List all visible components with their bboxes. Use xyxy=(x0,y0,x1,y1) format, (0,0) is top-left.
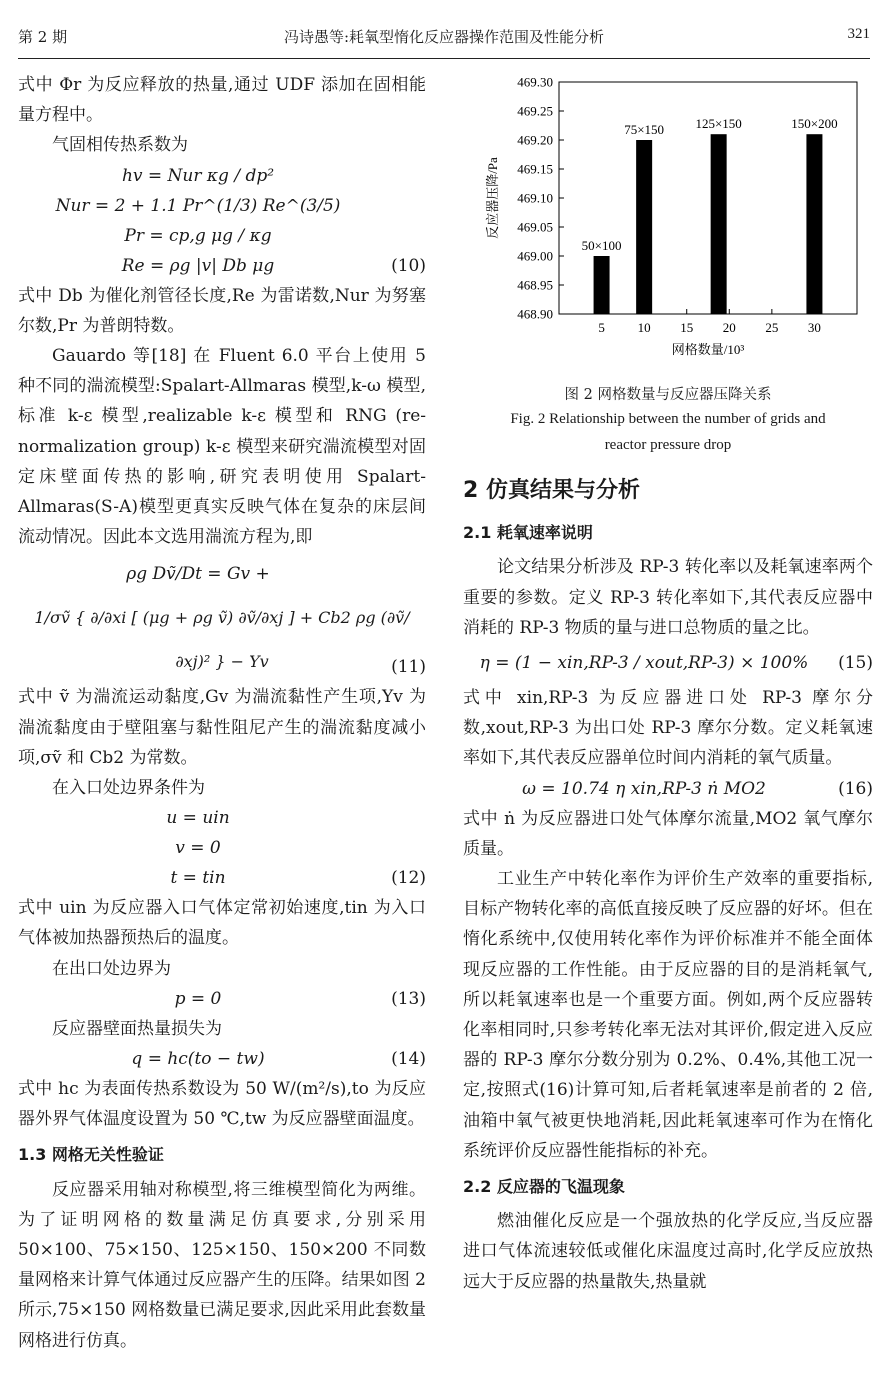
bar xyxy=(806,134,822,314)
subsection-heading: 2.2 反应器的飞温现象 xyxy=(463,1177,625,1197)
paragraph: 在出口处边界为 xyxy=(52,958,171,979)
page-number: 321 xyxy=(847,26,870,42)
section-heading: 2 仿真结果与分析 xyxy=(463,478,640,503)
equation-text: ω = 10.74 η xin,RP-3 ṅ MO2 xyxy=(522,778,766,799)
equation xyxy=(18,221,426,251)
bar xyxy=(636,140,652,314)
equation xyxy=(463,774,873,804)
paragraph: 论文结果分析涉及 RP-3 转化率以及耗氧速率两个重要的参数。定义 RP-3 转化率如下,其代表反应器中消耗的 RP-3 物质的量与进口总物质的量之比。 xyxy=(463,557,873,638)
equation xyxy=(18,863,426,893)
y-tick-label: 468.90 xyxy=(517,306,553,322)
paragraph: 反应器采用轴对称模型,将三维模型简化为两维。为了证明网格的数量满足仿真要求,分别采用 50×100、75×150、125×150、150×200 不同数量网格来计算气体通过反应器产生的压降。结果如图 2 所示,75×150 网格数量已满足要求,因此采用此套数量网格进行仿真。 xyxy=(18,1179,426,1351)
x-tick-label: 10 xyxy=(637,320,651,335)
x-tick-label: 5 xyxy=(598,320,605,335)
equation-text: 1/σṽ { ∂/∂xi [ (μg + ρg ṽ) ∂ṽ/∂xj ] + Cb2 ρg (∂ṽ/∂xj)² } − Yv xyxy=(34,608,410,672)
paragraph: 工业生产中转化率作为评价生产效率的重要指标,目标产物转化率的高低直接反映了反应器的好坏。但在惰化系统中,仅使用转化率作为评价标准并不能全面体现反应器的工作性能。由于反应器的目的是消耗氧气,所以耗氧速率也是一个重要方面。例如,两个反应器转化率相同时,只参考转化率无法对其评价,假定进入反应器的 RP-3 摩尔分数分别为 0.2%、0.4%,其他工况一定,按照式(16)计算可知,后者耗氧速率是前者的 2 倍,油箱中氧气被更快地消耗,因此耗氧速率可作为在惰化系统评价反应器性能指标的补充。 xyxy=(463,869,873,1161)
paragraph: 燃油催化反应是一个强放热的化学反应,当反应器进口气体流速较低或催化床温度过高时,化学反应放热远大于反应器的热量散失,热量就 xyxy=(463,1211,873,1292)
paragraph: 式中 ṽ 为湍流运动黏度,Gv 为湍流黏性产生项,Yv 为湍流黏度由于壁阻塞与黏性阻尼产生的湍流黏度减小项,σṽ 和 Cb2 为常数。 xyxy=(18,687,426,768)
equation-text: hv = Nur κg / dp² xyxy=(121,165,275,186)
equation-number: (10) xyxy=(391,255,426,276)
equation xyxy=(18,552,426,596)
equation-number: (13) xyxy=(391,988,426,1009)
equation xyxy=(18,652,426,682)
equation-number: (11) xyxy=(391,657,426,678)
equation-text: Re = ρg |v| Db μg xyxy=(121,255,275,276)
paragraph: 式中 xin,RP-3 为反应器进口处 RP-3 摩尔分数,xout,RP-3 为出口处 RP-3 摩尔分数。定义耗氧速率如下,其代表反应器单位时间内消耗的氧气质量。 xyxy=(463,688,873,769)
equation-number: (14) xyxy=(391,1049,426,1070)
x-tick-label: 15 xyxy=(680,320,694,335)
equation-text: t = tin xyxy=(170,868,226,889)
y-tick-label: 468.95 xyxy=(517,277,553,293)
paragraph: 在入口处边界条件为 xyxy=(52,778,205,799)
equation-number: (12) xyxy=(391,868,426,889)
y-axis-label: 反应器压降/Pa xyxy=(485,157,500,239)
equation xyxy=(18,251,426,281)
equation xyxy=(18,191,426,221)
bar xyxy=(594,256,610,314)
y-tick-label: 469.25 xyxy=(517,103,553,119)
x-axis-label: 网格数量/10³ xyxy=(671,342,745,357)
bar-label: 75×150 xyxy=(624,122,665,137)
x-tick-label: 20 xyxy=(722,320,736,335)
bar-label: 125×150 xyxy=(695,116,742,132)
y-tick-label: 469.15 xyxy=(517,161,553,177)
equation-text: η = (1 − xin,RP-3 / xout,RP-3) × 100% xyxy=(479,653,809,674)
subsection-heading: 2.1 耗氧速率说明 xyxy=(463,523,593,543)
equation-text: ρg Dṽ/Dt = Gv + xyxy=(126,564,270,585)
paragraph: 式中 Φr 为反应释放的热量,通过 UDF 添加在固相能量方程中。 xyxy=(18,75,426,126)
x-tick-label: 25 xyxy=(765,320,779,335)
equation xyxy=(18,161,426,191)
equation-text: Pr = cp,g μg / κg xyxy=(124,225,272,246)
section-heading: 1.3 网格无关性验证 xyxy=(18,1145,164,1165)
equation xyxy=(18,833,426,863)
paragraph: 式中 hc 为表面传热系数设为 50 W/(m²/s),to 为反应器外界气体温度设置为 50 ℃,tw 为反应器壁面温度。 xyxy=(18,1079,426,1130)
paragraph: 式中 uin 为反应器入口气体定常初始速度,tin 为入口气体被加热器预热后的温度。 xyxy=(18,898,426,949)
equation-text: q = hc(to − tw) xyxy=(131,1049,265,1070)
paragraph: 反应器壁面热量损失为 xyxy=(52,1018,222,1039)
figure-caption-en-line-1: Fig. 2 Relationship between the number of grids and xyxy=(510,411,826,427)
equation-number: (16) xyxy=(838,778,873,799)
paragraph: 式中 ṅ 为反应器进口处气体摩尔流量,MO2 氧气摩尔质量。 xyxy=(463,808,873,859)
figure-2 xyxy=(463,70,873,430)
figure-caption-en-line-2: reactor pressure drop xyxy=(604,437,732,453)
bar-chart xyxy=(463,70,873,370)
paragraph: Gauardo 等[18] 在 Fluent 6.0 平台上使用 5 种不同的湍流模型:Spalart-Allmaras 模型,k-ω 模型,标准 k-ε 模型,realizable k-ε 模型和 RNG (re-normalization group) k-ε 模型来研究湍流模型对固定床壁面传热的影响,研究表明使用 Spalart-Allmaras(S-A)模型更真实反映气体在复杂的床层间流动情况。因此本文选用湍流方程为,即 xyxy=(18,346,426,548)
y-tick-label: 469.30 xyxy=(517,74,553,90)
equation xyxy=(18,1044,426,1074)
paragraph: 气固相传热系数为 xyxy=(52,135,188,156)
equation xyxy=(18,803,426,833)
header-rule xyxy=(18,58,870,59)
equation xyxy=(463,643,873,683)
equation-text: v = 0 xyxy=(175,838,221,859)
y-tick-label: 469.05 xyxy=(517,219,553,235)
y-tick-label: 469.00 xyxy=(517,248,553,264)
bar xyxy=(711,134,727,314)
equation-text: p = 0 xyxy=(174,988,222,1009)
issue-number: 第 2 期 xyxy=(18,28,68,46)
running-title: 冯诗愚等:耗氧型惰化反应器操作范围及性能分析 xyxy=(283,28,605,46)
page-header xyxy=(18,26,870,50)
equation xyxy=(18,984,426,1014)
right-column xyxy=(463,70,873,1297)
x-tick-label: 30 xyxy=(807,320,821,335)
y-tick-label: 469.10 xyxy=(517,190,553,206)
bar-label: 50×100 xyxy=(581,238,622,253)
equation-text: Nur = 2 + 1.1 Pr^(1/3) Re^(3/5) xyxy=(55,195,341,216)
equation-text: u = uin xyxy=(166,808,230,829)
equation-number: (15) xyxy=(838,653,873,674)
left-column xyxy=(18,70,426,1356)
y-tick-label: 469.20 xyxy=(517,132,553,148)
paragraph: 式中 Db 为催化剂管径长度,Re 为雷诺数,Nur 为努塞尔数,Pr 为普朗特数。 xyxy=(18,285,426,336)
bar-label: 150×200 xyxy=(791,116,838,132)
figure-caption-zh: 图 2 网格数量与反应器压降关系 xyxy=(564,387,772,404)
